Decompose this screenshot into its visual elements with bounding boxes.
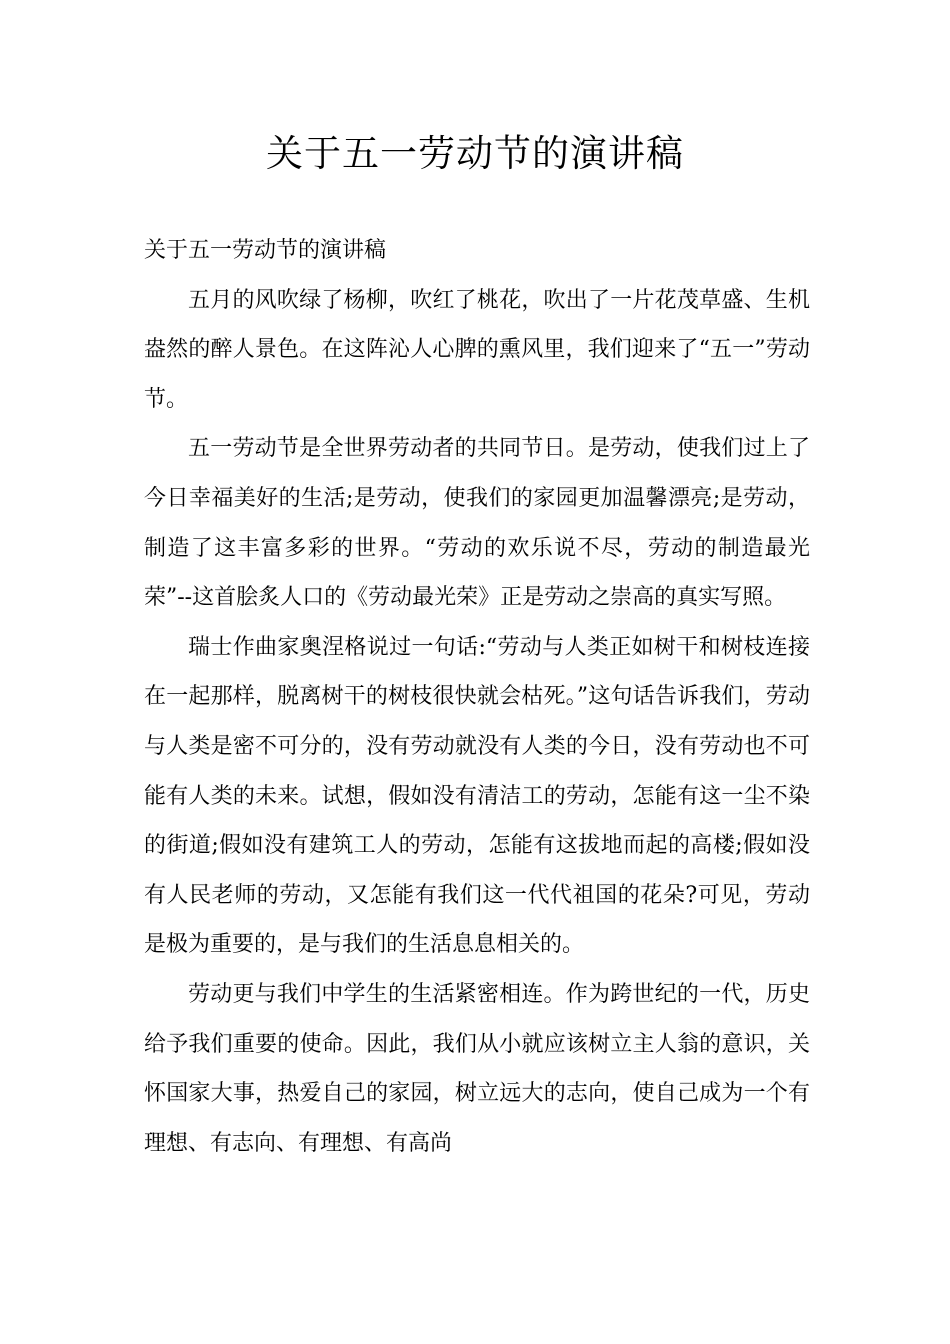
paragraph-1: 五月的风吹绿了杨柳，吹红了桃花，吹出了一片花茂草盛、生机盎然的醉人景色。在这阵沁人心脾的熏风里，我们迎来了“五一”劳动节。 — [144, 287, 810, 412]
paragraph-3: 瑞士作曲家奥涅格说过一句话:“劳动与人类正如树干和树枝连接在一起那样，脱离树干的树枝很快就会枯死。”这句话告诉我们，劳动与人类是密不可分的，没有劳动就没有人类的今日，没有劳动也不可能有人类的未来。试想，假如没有清洁工的劳动，怎能有这一尘不染的街道;假如没有建筑工人的劳动，怎能有这拔地而起的高楼;假如没有人民老师的劳动，又怎能有我们这一代代祖国的花朵?可见，劳动是极为重要的，是与我们的生活息息相关的。 — [144, 634, 810, 958]
paragraph-2: 五一劳动节是全世界劳动者的共同节日。是劳动，使我们过上了今日幸福美好的生活;是劳动，使我们的家园更加温馨漂亮;是劳动，制造了这丰富多彩的世界。“劳动的欢乐说不尽，劳动的制造最光荣”--这首脍炙人口的《劳动最光荣》正是劳动之崇高的真实写照。 — [144, 436, 810, 611]
paragraph-4: 劳动更与我们中学生的生活紧密相连。作为跨世纪的一代，历史给予我们重要的使命。因此，我们从小就应该树立主人翁的意识，关怀国家大事，热爱自己的家园，树立远大的志向，使自己成为一个有理想、有志向、有理想、有高尚 — [144, 981, 810, 1156]
document-body — [144, 226, 810, 1168]
document-title: 关于五一劳动节的演讲稿 — [266, 132, 684, 175]
document-subtitle: 关于五一劳动节的演讲稿 — [144, 238, 387, 263]
